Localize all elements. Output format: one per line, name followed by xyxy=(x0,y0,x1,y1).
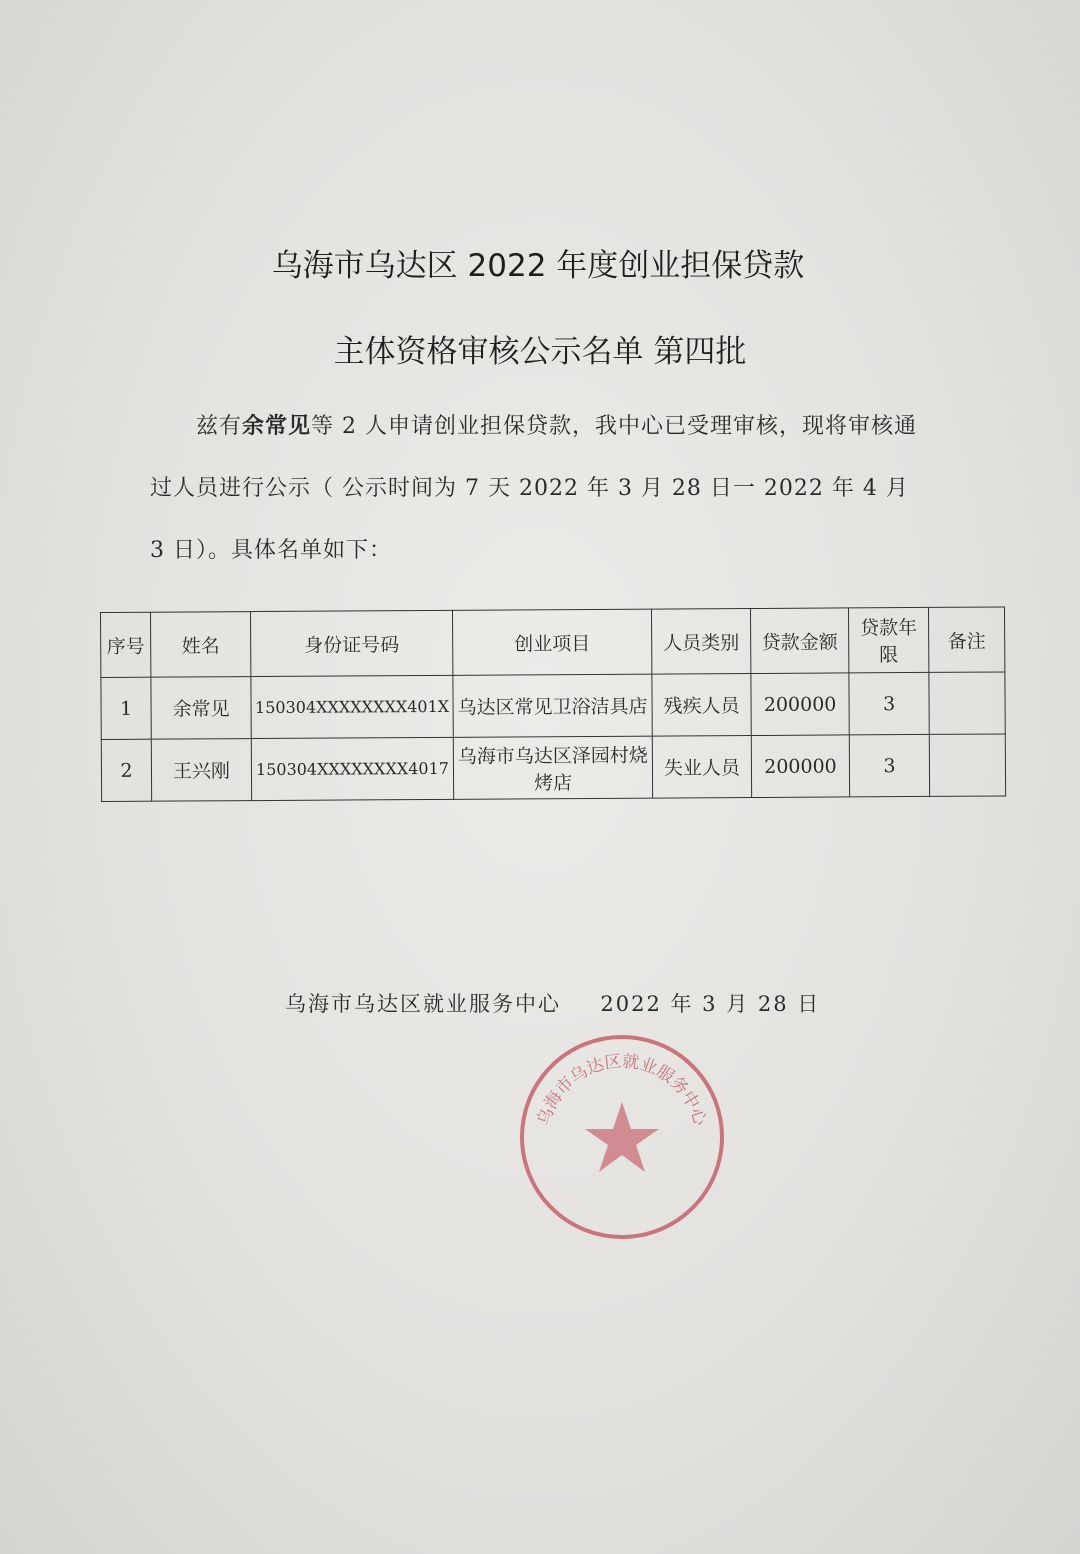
cell-id: 150304XXXXXXXX4017 xyxy=(251,737,453,800)
cell-index: 1 xyxy=(101,677,151,739)
intro-name: 余常见 xyxy=(242,414,312,439)
intro-text: 等 2 人申请创业担保贷款，我中心已受理审核，现将审核通过人员进行公示（ 公示时间为 7 天 2022 年 3 月 28 日一 2022 年 4 月 3 日）。具体名单如下： xyxy=(150,414,918,563)
cell-remark xyxy=(929,734,1005,796)
header-cell: 贷款年限 xyxy=(848,607,928,672)
document-title-line2: 主体资格审核公示名单 第四批 xyxy=(333,334,747,370)
cell-term: 3 xyxy=(849,672,929,734)
cell-category: 失业人员 xyxy=(652,736,751,799)
header-cell: 创业项目 xyxy=(452,609,651,675)
applicant-table xyxy=(100,606,1006,802)
cell-name: 王兴刚 xyxy=(151,739,251,802)
header-cell: 人员类别 xyxy=(651,609,750,675)
issuing-organization: 乌海市乌达区就业服务中心 xyxy=(285,992,561,1016)
official-seal xyxy=(517,1032,727,1242)
cell-id: 150304XXXXXXXX401X xyxy=(251,675,453,738)
header-cell: 贷款金额 xyxy=(750,608,848,674)
cell-category: 残疾人员 xyxy=(652,674,751,737)
cell-remark xyxy=(929,672,1005,734)
table-row xyxy=(101,734,1005,802)
star-icon xyxy=(585,1102,659,1172)
header-cell: 序号 xyxy=(101,612,151,677)
intro-prefix: 兹有 xyxy=(196,414,243,439)
header-cell: 身份证号码 xyxy=(251,610,453,676)
header-cell: 姓名 xyxy=(151,612,251,678)
document-title-line1: 乌海市乌达区 2022 年度创业担保贷款 xyxy=(271,248,805,284)
table-row xyxy=(101,672,1005,740)
header-cell: 备注 xyxy=(928,607,1004,672)
issue-date: 2022 年 3 月 28 日 xyxy=(600,992,821,1016)
cell-amount: 200000 xyxy=(751,735,849,798)
cell-index: 2 xyxy=(101,739,151,801)
table-header-row xyxy=(101,607,1005,678)
seal-text: 乌海市乌达区就业服务中心 xyxy=(533,1051,711,1128)
cell-term: 3 xyxy=(849,734,929,796)
cell-project: 乌达区常见卫浴洁具店 xyxy=(453,674,652,737)
cell-amount: 200000 xyxy=(751,673,849,736)
intro-paragraph xyxy=(150,396,930,582)
signature-line xyxy=(285,988,820,1018)
cell-name: 余常见 xyxy=(151,677,251,740)
cell-project: 乌海市乌达区泽园村烧烤店 xyxy=(453,736,652,799)
